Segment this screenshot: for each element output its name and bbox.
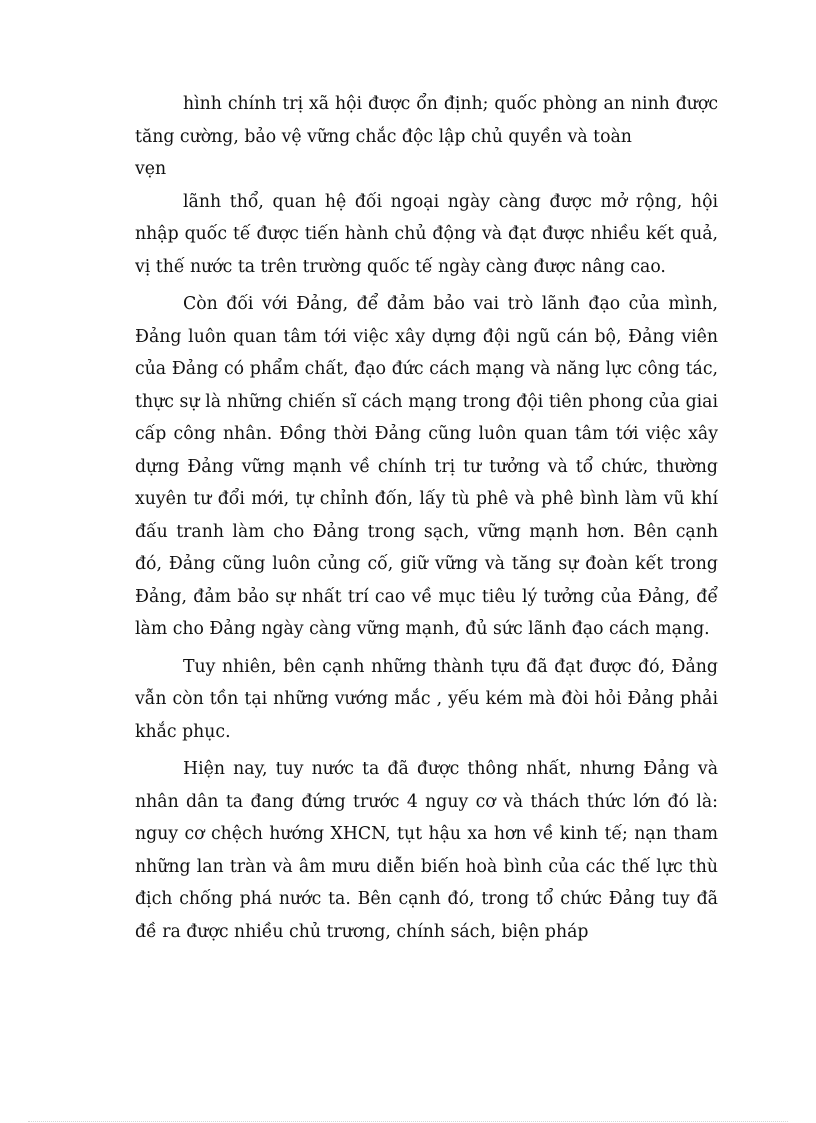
paragraph-1: hình chính trị xã hội được ổn định; quốc phòng an ninh được tăng cường, bảo vệ vững chắc độc lập chủ quyền và toàn [135, 94, 718, 147]
paragraph-5: Hiện nay, tuy nước ta đã được thông nhất, nhưng Đảng và nhân dân ta đang đứng trước 4 nguy cơ và thách thức lớn đó là: nguy cơ chệch hướng XHCN, tụt hậu xa hơn về kinh tế; nạn tham những lan tràn và âm mưu diễn biến hoà bình của các thế lực thù địch chống phá nước ta. Bên cạnh đó, trong tổ chức Đảng tuy đã đề ra được nhiều chủ trương, chính sách, biện pháp [135, 759, 718, 942]
paragraph-3: Còn đối với Đảng, để đảm bảo vai trò lãnh đạo của mình, Đảng luôn quan tâm tới việc xây dựng đội ngũ cán bộ, Đảng viên của Đảng có phẩm chất, đạo đức cách mạng và năng lực công tác, thực sự là những chiến sĩ cách mạng trong đội tiên phong của giai cấp công nhân. Đồng thời Đảng cũng luôn quan tâm tới việc xây dựng Đảng vững mạnh về chính trị tư tưởng và tổ chức, thường xuyên tư đổi mới, tự chỉnh đốn, lấy tù phê và phê bình làm vũ khí đấu tranh làm cho Đảng trong sạch, vững mạnh hơn. Bên cạnh đó, Đảng cũng luôn củng cố, giữ vững và tăng sự đoàn kết trong Đảng, đảm bảo sự nhất trí cao về mục tiêu lý tưởng của Đảng, để làm cho Đảng ngày càng vững mạnh, đủ sức lãnh đạo cách mạng. [135, 294, 718, 639]
page-bottom-border [28, 1121, 788, 1122]
paragraph-2: lãnh thổ, quan hệ đối ngoại ngày càng được mở rộng, hội nhập quốc tế được tiến hành chủ động và đạt được nhiều kết quả, vị thế nước ta trên trường quốc tế ngày càng được nâng cao. [135, 191, 718, 277]
document-body [135, 88, 718, 953]
paragraph-1-continuation: vẹn [135, 159, 167, 179]
paragraph-4: Tuy nhiên, bên cạnh những thành tựu đã đạt được đó, Đảng vẫn còn tồn tại những vướng mắc , yếu kém mà đòi hỏi Đảng phải khắc phục. [135, 656, 718, 742]
